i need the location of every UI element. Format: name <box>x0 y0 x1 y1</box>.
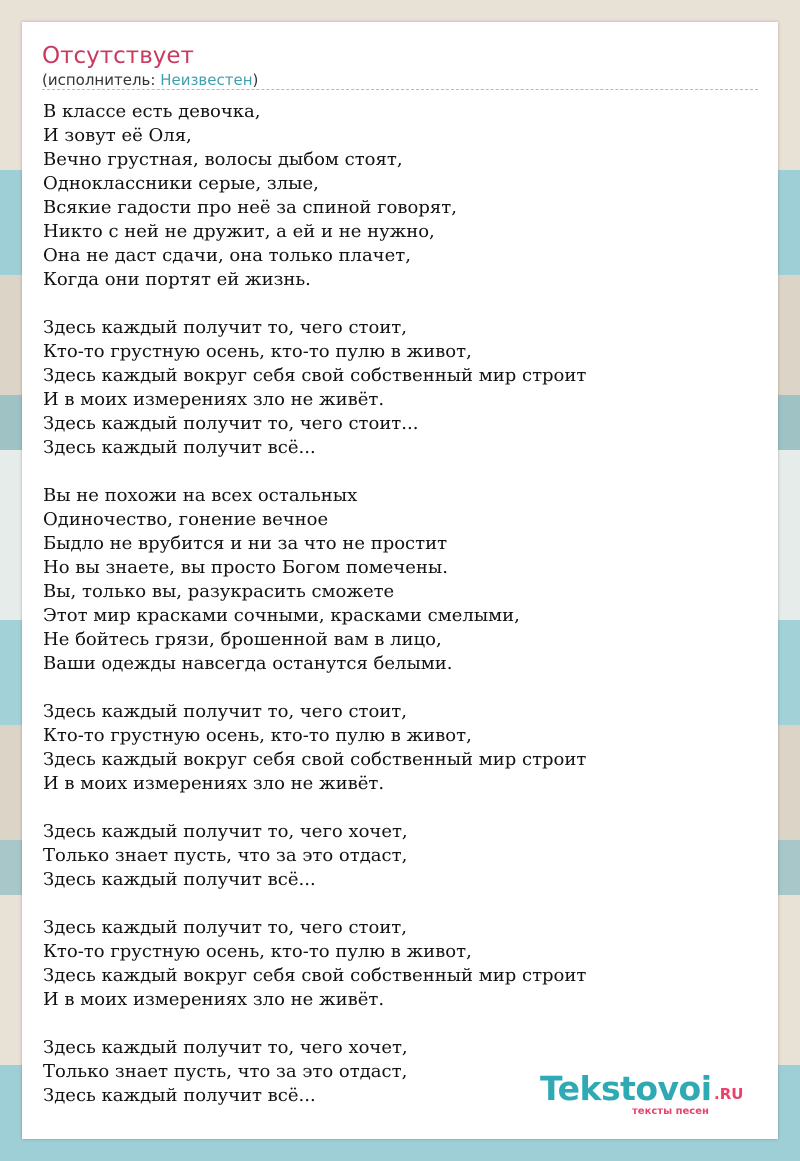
logo-tagline: тексты песен <box>632 1106 709 1117</box>
artist-suffix: ) <box>252 71 259 89</box>
lyrics-stanza <box>43 916 763 1012</box>
lyrics-line: И зовут её Оля, <box>43 125 192 146</box>
lyrics-stanza <box>43 484 763 676</box>
lyrics-line: И в моих измерениях зло не живёт. <box>43 389 385 410</box>
lyrics-line: В классе есть девочка, <box>43 101 261 122</box>
lyrics-line: Никто с ней не дружит, а ей и не нужно, <box>43 221 435 242</box>
site-logo[interactable] <box>540 1071 750 1123</box>
lyrics-line: Здесь каждый получит то, чего стоит... <box>43 413 419 434</box>
lyrics-line: Здесь каждый получит то, чего хочет, <box>43 821 408 842</box>
lyrics-line: Здесь каждый получит то, чего хочет, <box>43 1037 408 1058</box>
lyrics-line: Здесь каждый вокруг себя свой собственный мир строит <box>43 749 587 770</box>
lyrics-line: Только знает пусть, что за это отдаст, <box>43 1061 408 1082</box>
lyrics-line: Вы, только вы, разукрасить сможете <box>43 581 395 602</box>
lyrics-line: Одноклассники серые, злые, <box>43 173 319 194</box>
lyrics-line: Здесь каждый получит всё... <box>43 1085 316 1106</box>
lyrics-line: Она не даст сдачи, она только плачет, <box>43 245 411 266</box>
lyrics-stanza <box>43 820 763 892</box>
artist-prefix: (исполнитель: <box>42 71 161 89</box>
logo-name: Tekstovoi <box>540 1069 712 1108</box>
artist-line <box>42 71 258 89</box>
lyrics-line: И в моих измерениях зло не живёт. <box>43 773 385 794</box>
song-title: Отсутствует <box>42 43 194 69</box>
lyrics-stanza <box>43 100 763 292</box>
lyrics-line: Не бойтесь грязи, брошенной вам в лицо, <box>43 629 442 650</box>
logo-tld: .RU <box>714 1085 744 1103</box>
lyrics-line: Вечно грустная, волосы дыбом стоят, <box>43 149 403 170</box>
lyrics-line: Одиночество, гонение вечное <box>43 509 329 530</box>
lyrics-line: Здесь каждый получит то, чего стоит, <box>43 917 407 938</box>
lyrics-line: Но вы знаете, вы просто Богом помечены. <box>43 557 448 578</box>
lyrics-line: Здесь каждый вокруг себя свой собственный мир строит <box>43 965 587 986</box>
lyrics-card <box>22 22 778 1139</box>
lyrics-line: Быдло не врубится и ни за что не простит <box>43 533 448 554</box>
lyrics-line: Кто-то грустную осень, кто-то пулю в живот, <box>43 941 472 962</box>
lyrics-stanza <box>43 700 763 796</box>
lyrics-line: Здесь каждый получит всё... <box>43 869 316 890</box>
lyrics-text <box>43 100 763 1132</box>
lyrics-line: Здесь каждый вокруг себя свой собственный мир строит <box>43 365 587 386</box>
lyrics-line: Вы не похожи на всех остальных <box>43 485 358 506</box>
lyrics-line: И в моих измерениях зло не живёт. <box>43 989 385 1010</box>
lyrics-line: Кто-то грустную осень, кто-то пулю в живот, <box>43 725 472 746</box>
header-divider <box>42 89 758 90</box>
lyrics-line: Всякие гадости про неё за спиной говорят, <box>43 197 457 218</box>
lyrics-line: Когда они портят ей жизнь. <box>43 269 311 290</box>
lyrics-stanza <box>43 316 763 460</box>
lyrics-line: Здесь каждый получит то, чего стоит, <box>43 317 407 338</box>
lyrics-line: Ваши одежды навсегда останутся белыми. <box>43 653 453 674</box>
lyrics-line: Только знает пусть, что за это отдаст, <box>43 845 408 866</box>
lyrics-line: Кто-то грустную осень, кто-то пулю в живот, <box>43 341 472 362</box>
lyrics-line: Здесь каждый получит всё... <box>43 437 316 458</box>
lyrics-line: Здесь каждый получит то, чего стоит, <box>43 701 407 722</box>
lyrics-line: Этот мир красками сочными, красками смелыми, <box>43 605 520 626</box>
artist-link[interactable]: Неизвестен <box>160 71 253 89</box>
